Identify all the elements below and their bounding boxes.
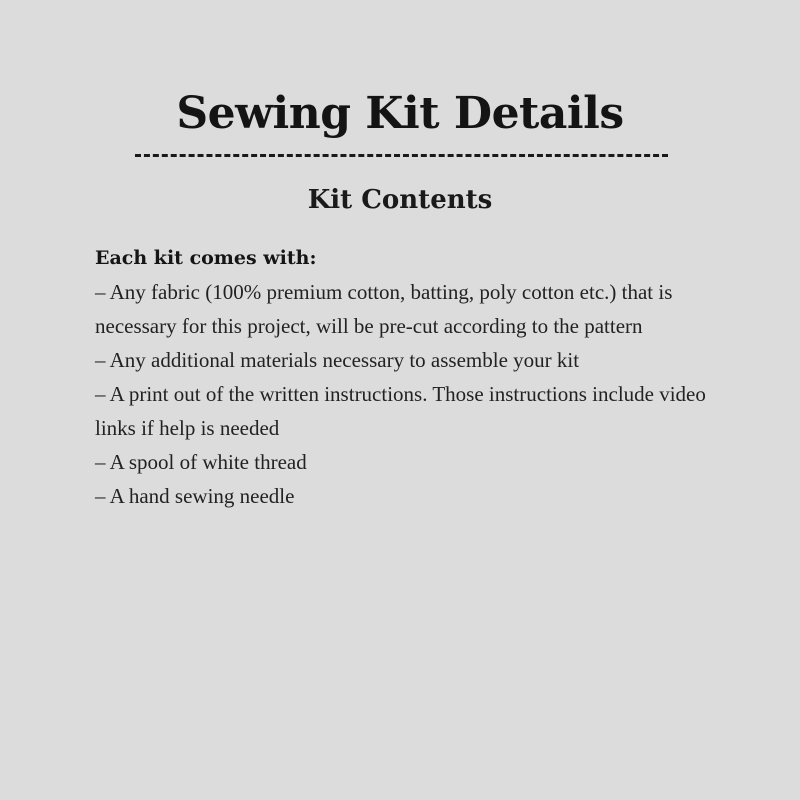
page-title: Sewing Kit Details [176,88,624,139]
section-heading: Kit Contents [307,185,493,215]
list-item: – A print out of the written instructions. Those instructions include video links if help is needed [95,382,706,440]
intro-text: Each kit comes with: [95,247,317,269]
dashed-divider [135,154,668,157]
list-item: – A spool of white thread [95,450,307,474]
list-item: – Any additional materials necessary to assemble your kit [95,348,580,372]
list-item: – Any fabric (100% premium cotton, batting, poly cotton etc.) that is necessary for this project, will be pre-cut according to the pattern [95,280,673,338]
kit-contents-body [95,241,735,513]
list-item: – A hand sewing needle [95,484,295,508]
